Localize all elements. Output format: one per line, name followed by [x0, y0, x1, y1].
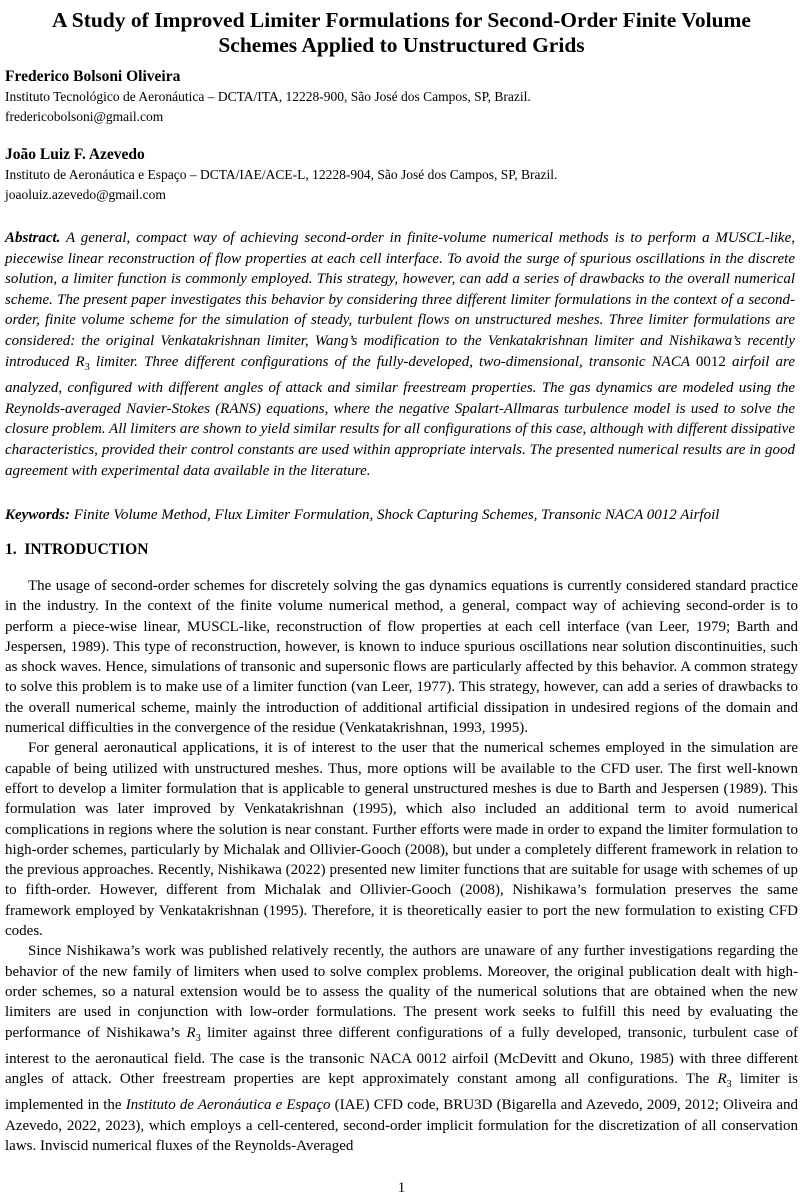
- abstract-text: limiter. Three different configurations of the fully-developed, two-dimensional, transonic NACA: [89, 353, 696, 370]
- author-email: fredericobolsoni@gmail.com: [5, 109, 164, 124]
- section-heading: [5, 540, 795, 560]
- paragraph-text: limiter is implemented in the: [5, 1071, 798, 1114]
- section-title: INTRODUCTION: [24, 541, 149, 558]
- paragraph: [5, 941, 798, 1156]
- paper-title: [0, 8, 803, 58]
- introduction-body: [5, 576, 798, 1156]
- page-number: 1: [397, 1180, 406, 1196]
- r3-letter: R: [717, 1071, 727, 1088]
- author-block-2: [5, 145, 795, 205]
- r3-symbol: [186, 1024, 201, 1044]
- section-number: 1.: [5, 541, 17, 558]
- keywords: [5, 505, 795, 525]
- abstract-text: A general, compact way of achieving second-order in finite-volume numerical methods is to perform a MUSCL-like, piecewise linear reconstruction of flow properties at each cell interface. To avoid the surge of spurious oscillations in the discrete solution, a limiter function is commonly employed. This strategy, however, can add a series of drawbacks to the overall numerical scheme. The present paper investigates this behavior by considering three different limiter formulations in the context of a second-order, finite volume scheme for the simulation of steady, turbulent flows on unstructured meshes. Three limiter formulations are considered: the original Venkatakrishnan limiter, Wang’s modification to the Venkatakrishnan limiter and Nishikawa’s recently introduced: [5, 230, 795, 370]
- paragraph-text: limiter against three different configurations of a fully developed, transonic, turbulent case of interest to the aeronautical field. The case is the transonic NACA 0012 airfoil (McDevitt and Okuno, 1985) with three different angles of attack. Other freestream properties are kept approximately constant among all configurations. The: [5, 1024, 799, 1088]
- r3-subscript: 3: [195, 1032, 201, 1044]
- paragraph: For general aeronautical applications, it is of interest to the user that the numerical schemes employed in the simulation are capable of being utilized with unstructured meshes. Thus, more options will be available to the CFD user. The first well-known effort to develop a limiter formulation that is applicable to general unstructured meshes is due to Barth and Jespersen (1989). This formulation was later improved by Venkatakrishnan (1995), which also included an additional term to avoid numerical complications in regions where the solution is near constant. Further efforts were made in order to expand the limiter formulation to high-order schemes, particularly by Michalak and Ollivier-Gooch (2008), but under a completely different framework in relation to the previous approaches. Recently, Nishikawa (2022) presented new limiter functions that are suitable for usage with schemes of up to fifth-order. However, different from Michalak and Ollivier-Gooch (2008), Nishikawa’s formulation preserves the same framework employed by Venkatakrishnan (1995). Therefore, it is theoretically easier to port the new formulation to existing CFD codes.: [5, 740, 798, 940]
- r3-symbol: [75, 353, 90, 373]
- author-name: Frederico Bolsoni Oliveira: [5, 68, 181, 85]
- institute-name: Instituto de Aeronáutica e Espaço: [125, 1097, 331, 1114]
- abstract-text: airfoil are analyzed, configured with different angles of attack and similar freestream properties. The gas dynamics are modeled using the Reynolds-averaged Navier-Stokes (RANS) equations, where the negative Spalart-Allmaras turbulence model is used to solve the closure problem. All limiters are shown to yield similar results for all configurations of this case, although with different dissipative characteristics, provided their control constants are used within appropriate intervals. The presented numerical results are in good agreement with experimental data available in the literature.: [5, 353, 795, 479]
- author-affiliation: Instituto Tecnológico de Aeronáutica – DCTA/ITA, 12228-900, São José dos Campos, SP, Brazil.: [5, 89, 531, 104]
- r3-subscript: 3: [84, 361, 90, 373]
- paragraph-text: (IAE) CFD code, BRU3D (Bigarella and Azevedo, 2009, 2012; Oliveira and Azevedo, 2022, 2023), which employs a cell-centered, second-order implicit formulation for the discretization of all conservation laws. Inviscid numerical fluxes of the Reynolds-Averaged: [5, 1097, 798, 1155]
- r3-letter: R: [186, 1024, 196, 1041]
- author-block-1: [5, 67, 795, 127]
- author-email: joaoluiz.azevedo@gmail.com: [5, 187, 166, 202]
- author-affiliation: Instituto de Aeronáutica e Espaço – DCTA/IAE/ACE-L, 12228-904, São José dos Campos, SP, Brazil.: [5, 167, 558, 182]
- naca-number: 0012: [695, 353, 726, 370]
- keywords-label: Keywords:: [5, 507, 70, 523]
- keywords-text: Finite Volume Method, Flux Limiter Formulation, Shock Capturing Schemes, Transonic NACA 0012 Airfoil: [73, 507, 720, 523]
- r3-symbol: [717, 1071, 732, 1091]
- paragraph-text: Since Nishikawa’s work was published relatively recently, the authors are unaware of any further investigations regarding the behavior of the new family of limiters when used to solve complex problems. Moreover, the original publication dealt with high-order schemes, so a natural extension would be to assess the quality of the numerical solutions that are obtained when the new limiters are used in conjunction with low-order formulations. The present work seeks to fulfill this need by evaluating the performance of Nishikawa’s: [5, 943, 798, 1041]
- author-name: João Luiz F. Azevedo: [5, 146, 145, 163]
- paragraph: The usage of second-order schemes for discretely solving the gas dynamics equations is currently considered standard practice in the industry. In the context of the finite volume numerical method, a general, compact way of achieving second-order is to perform a piece-wise linear, MUSCL-like, reconstruction of flow properties at each cell interface (van Leer, 1979; Barth and Jespersen, 1989). This type of reconstruction, however, is known to induce spurious oscillations near solution discontinuities, such as shock waves. Hence, simulations of transonic and supersonic flows are particularly affected by this behavior. A common strategy to solve this problem is to make use of a limiter function (van Leer, 1977). This strategy, however, can add a series of drawbacks to the overall numerical scheme, mainly the introduction of additional artificial dissipation in undesired regions of the domain and numerical difficulties in the convergence of the residue (Venkatakrishnan, 1993, 1995).: [5, 578, 798, 737]
- title-line-2: Schemes Applied to Unstructured Grids: [218, 33, 585, 57]
- title-line-1: A Study of Improved Limiter Formulations for Second-Order Finite Volume: [52, 8, 751, 32]
- r3-letter: R: [75, 353, 85, 370]
- r3-subscript: 3: [726, 1079, 732, 1091]
- abstract: [5, 228, 795, 481]
- abstract-label: Abstract.: [5, 230, 61, 246]
